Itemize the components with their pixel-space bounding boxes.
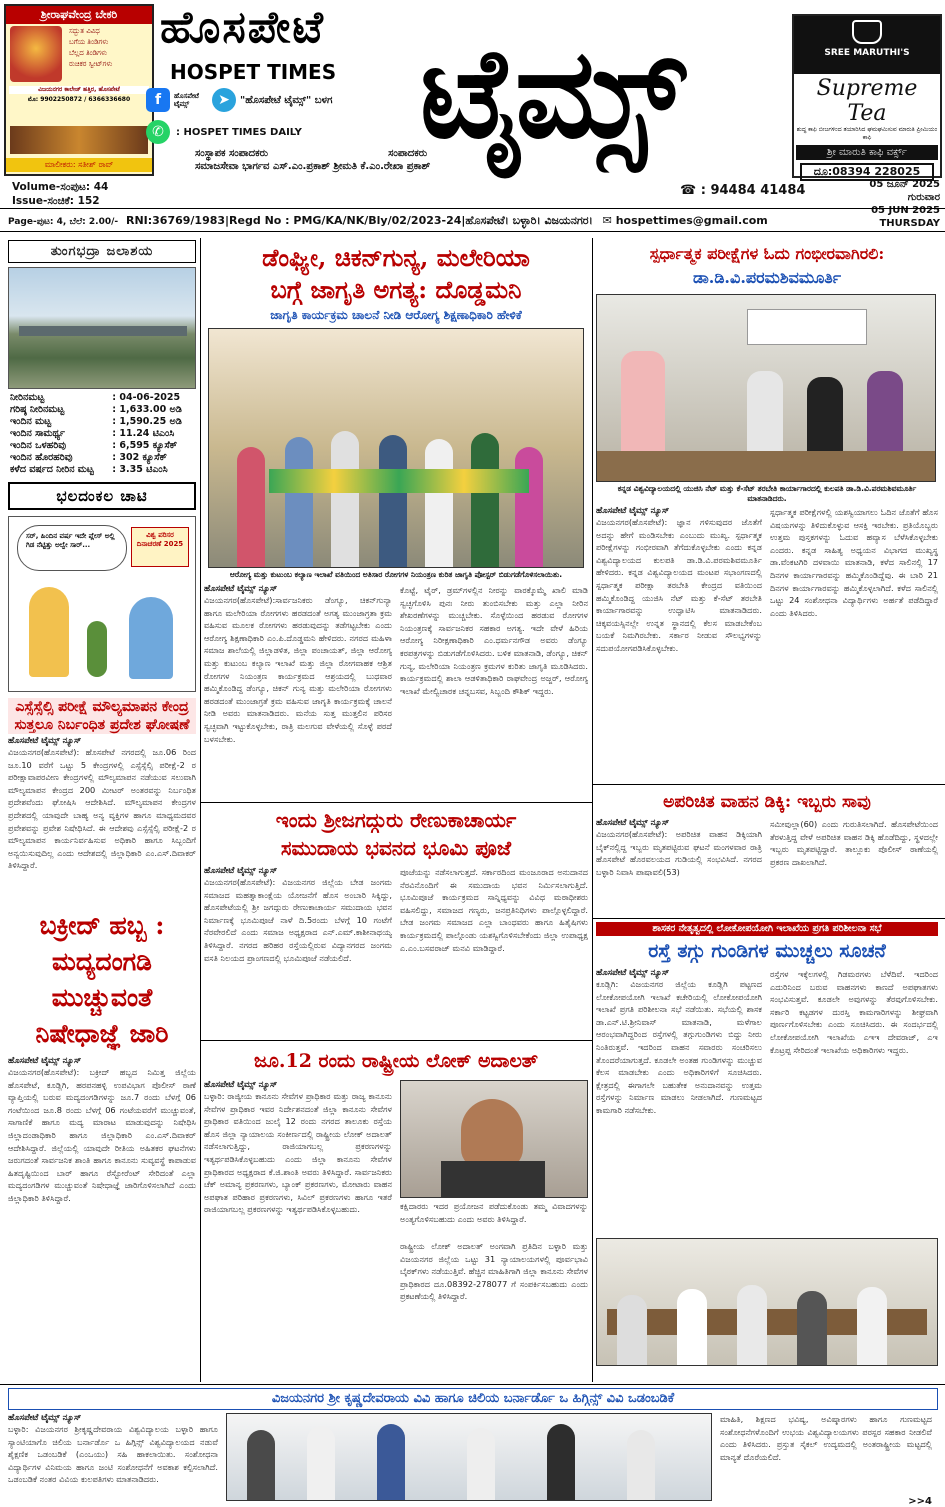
bakery-phone: ಮೊ: 9902250872 / 6366336680 xyxy=(27,96,131,103)
editors-names: ಸಮಾಜಸೇವಾ ಭಾರ್ಗವ ಎಸ್.ಎಂ.ಪ್ರಕಾಶ್ ಶ್ರೀಮತಿ ಕೆ.ಎಂ.ರೇಖಾ ಪ್ರಕಾಶ್ xyxy=(195,161,431,172)
photo-person xyxy=(331,431,359,567)
dengue-photo-caption: ಆರೋಗ್ಯ ಮತ್ತು ಕುಟುಂಬ ಕಲ್ಯಾಣ ಇಲಾಖೆ ವತಿಯಿಂದ ಅತಿಸಾರ ರೋಗಗಳ ನಿಯಂತ್ರಣ ಕುರಿತ ಜಾಗೃತಿ ಪೋಸ್ಟರ್ ಬಿಡುಗಡೆಗೊಳಿಸಲಾಯಿತು. xyxy=(229,570,563,579)
mou-article xyxy=(8,1388,938,1507)
editorial-cartoon xyxy=(8,516,196,692)
page-price: Page-ಪುಟ: 4, ಬೆಲೆ: 2.00/- xyxy=(8,217,119,227)
photo-person xyxy=(237,447,265,567)
dam-level-value: : 3.35 ಟಿಎಂಸಿ xyxy=(112,464,168,475)
section-rule xyxy=(592,784,945,785)
renuka-body-left: ವಿಜಯನಗರ(ಹೊಸಪೇಟೆ): ವಿಜಯನಗರ ಜಿಲ್ಲೆಯ ಬೇಡ ಜಂಗಮ ಸಮಾಜದ ಮಹತ್ವಾಕಾಂಕ್ಷೆಯ ಯೋಜನೆಗೆ ಹೊಸ ಅಂಬಾರಿ ಸಿಕ್ಕಿದ್ದು, ಹೊಸಪೇಟೆಯಲ್ಲಿ ಶ್ರೀ ಜಗದ್ಗುರು ರೇಣುಕಾಚಾರ್ಯ ಸಮುದಾಯ ಭವನ ನಿರ್ಮಾಣಕ್ಕೆ ಭೂಮಿಪೂಜೆ ನಾಳೆ ದಿ.5ರಂದು ಬೆಳಗ್ಗೆ 10 ಗಂಟೆಗೆ ನೆರವೇರಲಿದೆ ಎಂದು ಸಮಾಜ ಅಧ್ಯಕ್ಷರಾದ ಎನ್.ಎಮ್.ಕಾಶೀನಾಥಯ್ಯ ತಿಳಿಸಿದ್ದಾರೆ. ನಗರದ ಹರಿಹರ ರಸ್ತೆಯಲ್ಲಿರುವ ವಿದ್ಯಾನಗರದ ಜಂಗಮ ವಸತಿ ನಿಲಯದ ಪ್ರಾಂಗಣದಲ್ಲಿ ಭೂಮಿಪೂಜೆ ನಡೆಯಲಿದೆ. xyxy=(204,877,392,963)
tea-ad-phone: ದೂ:08394 228025 xyxy=(800,163,934,181)
day-kannada: ಗುರುವಾರ xyxy=(907,192,940,203)
photo-person xyxy=(467,1428,495,1500)
bakrid-byline: ಹೊಸಪೇಟೆ ಟೈಮ್ಸ್ ನ್ಯೂಸ್ xyxy=(8,1056,82,1066)
judge-photo xyxy=(400,1080,588,1198)
accident-byline: ಹೊಸಪೇಟೆ ಟೈಮ್ಸ್ ನ್ಯೂಸ್ xyxy=(596,818,670,828)
dam-level-row xyxy=(8,464,196,476)
photo-person xyxy=(617,1295,647,1365)
stage-table xyxy=(597,451,936,481)
volume: Volume-ಸಂಪುಟ: 44 xyxy=(12,181,109,193)
photo-person xyxy=(307,1426,335,1500)
dam-level-label: ಇಂದಿನ ಒಳಹರಿವು xyxy=(10,440,66,451)
cake-image xyxy=(10,126,148,154)
exam-photo xyxy=(596,294,936,482)
dam-level-label: ಇಂದಿನ ಸಾಮರ್ಥ್ಯ xyxy=(10,428,65,439)
judge-attire xyxy=(441,1161,545,1198)
adalat-byline: ಹೊಸಪೇಟೆ ಟೈಮ್ಸ್ ನ್ಯೂಸ್ xyxy=(204,1080,278,1090)
adalat-columns xyxy=(204,1080,588,1380)
dam-level-row xyxy=(8,440,196,452)
road-byline: ಹೊಸಪೇಟೆ ಟೈಮ್ಸ್ ನ್ಯೂಸ್ xyxy=(596,968,670,978)
sslc-byline: ಹೊಸಪೇಟೆ ಟೈಮ್ಸ್ ನ್ಯೂಸ್ xyxy=(8,736,82,746)
continued-marker[interactable]: >>4 xyxy=(908,1496,932,1507)
exam-article xyxy=(596,242,938,788)
section-rule xyxy=(592,918,945,919)
bakery-ad-line: ಬೆಲ್ಲದ ತಿಂಡಿಗಳು xyxy=(69,49,107,57)
dam-level-label: ಇಂದಿನ ಮಟ್ಟ xyxy=(10,416,52,427)
photo-person xyxy=(247,1430,275,1500)
masthead-times-kannada: ಟೈಮ್ಸ್ xyxy=(420,21,682,166)
photo-person xyxy=(377,1424,405,1500)
founder-editor-label: ಸಂಸ್ಥಾಪಕ ಸಂಪಾದಕರು xyxy=(195,148,269,159)
road-columns xyxy=(596,968,938,1234)
exam-columns xyxy=(596,506,938,788)
dam-level-row xyxy=(8,416,196,428)
dam-level-row xyxy=(8,428,196,440)
bakrid-headline: ಬಕ್ರೀದ್ ಹಬ್ಬ : ಮದ್ಯದಂಗಡಿ ಮುಚ್ಚುವಂತೆ ನಿಷೇಧಾಜ್ಞೆ ಜಾರಿ xyxy=(35,911,169,1048)
tea-ad-maker: SREE MARUTHI'S xyxy=(824,48,910,58)
photo-person xyxy=(797,1291,827,1365)
adalat-photo-caption: ಕಕ್ಷಿದಾರರು ಇದರ ಪ್ರಯೋಜನ ಪಡೆದುಕೊಂಡು ತಮ್ಮ ವಿವಾದಗಳನ್ನು ಅಂತ್ಯಗೊಳಿಸಬಹುದು ಎಂದು ಅವರು ತಿಳಿಸಿದ್ದಾರೆ. xyxy=(400,1201,588,1224)
awareness-posters xyxy=(269,469,529,493)
day-english: THURSDAY xyxy=(879,218,940,229)
dam-level-row xyxy=(8,392,196,404)
social-links xyxy=(146,88,332,144)
stage-banner xyxy=(747,309,867,345)
deity-image xyxy=(10,26,62,82)
road-kicker: ಶಾಸಕರ ನೇತೃತ್ವದಲ್ಲಿ ಲೋಕೋಪಯೋಗಿ ಇಲಾಖೆಯ ಪ್ರಗತಿ ಪರಿಶೀಲನಾ ಸಭೆ xyxy=(596,922,938,936)
date-english: 05 JUN 2025 xyxy=(871,205,940,216)
section-rule xyxy=(200,1040,592,1041)
cartoon-figure-left xyxy=(29,587,69,677)
dam-level-value: : 04-06-2025 xyxy=(112,392,181,403)
dengue-subheadline: ಜಾಗೃತಿ ಕಾರ್ಯಕ್ರಮ ಚಾಲನೆ ನೀಡಿ ಆರೋಗ್ಯ ಶಿಕ್ಷಣಾಧಿಕಾರಿ ಹೇಳಿಕೆ xyxy=(270,308,522,322)
email-address[interactable]: hospettimes@gmail.com xyxy=(615,214,768,227)
section-rule xyxy=(0,1384,945,1385)
dengue-body-right: ಕೊಟ್ಟೆ, ಟೈರ್, ಡ್ರಮ್‌ಗಳಲ್ಲಿನ ನೀರನ್ನು ವಾರಕ್ಕೊಮ್ಮೆ ಖಾಲಿ ಮಾಡಿ ಸ್ವಚ್ಛಗೊಳಿಸಿ ಪುನಃ ನೀರು ತುಂಬಿಸಬೇಕು ಮತ್ತು ಎಲ್ಲಾ ನೀರಿನ ಶೇಖರಣೆಗಳನ್ನು ಮುಚ್ಚಬೇಕು. ಸೊಳ್ಳೆಯಿಂದ ಹರಡುವ ರೋಗಗಳ ನಿಯಂತ್ರಣಕ್ಕೆ ಸಾರ್ವಜನಿಕರ ಸಹಕಾರ ಅಗತ್ಯ. ಇದೇ ವೇಳೆ ಹಿರಿಯ ಆರೋಗ್ಯ ನಿರೀಕ್ಷಣಾಧಿಕಾರಿ ಎಂ.ಧರ್ಮನಗೌಡ ಅವರು ಡೆಂಗ್ಯೂ ಕರಪತ್ರಗಳನ್ನು ಬಿಡುಗಡೆಗೊಳಿಸಿದರು. ಬಳಿಕ ಮಾತನಾಡಿ, ಡೆಂಗ್ಯೂ, ಚಿಕನ್ ಗುನ್ಯ, ಮಲೇರಿಯಾ ನಿಯಂತ್ರಣ ಕ್ರಮಗಳ ಕುರಿತು ಜಾಗೃತಿ ಮೂಡಿಸಿದರು. ಕಾರ್ಯಕ್ರಮದಲ್ಲಿ ಶಾಲಾ ಆಡಳಿತಾಧಿಕಾರಿ ರಾಘವೇಂದ್ರ ಅಜ್ಜರ್, ಆರೋಗ್ಯ ಇಲಾಖೆ ಮೇಲ್ವಿಚಾರಕ ಚನ್ನಬಸವ, ಸಿಬ್ಬಂದಿ ಕೌಶಿಕ್ ಇದ್ದರು. xyxy=(400,585,588,696)
dam-level-row xyxy=(8,452,196,464)
road-body-right: ರಸ್ತೆಗಳ ಇಕ್ಕೆಲಗಳಲ್ಲಿ ಗಿಡಮರಗಳು ಬೆಳೆದಿವೆ. ಇದರಿಂದ ಎದುರಿನಿಂದ ಬರುವ ವಾಹನಗಳು ಕಾಣದೆ ಅಪಘಾತಗಳು ಸಂಭವಿಸುತ್ತವೆ. ಕೂಡಲೇ ಅವುಗಳನ್ನು ತೆರವುಗೊಳಿಸಬೇಕು. ಸರ್ಕಾರಿ ಕಟ್ಟಡಗಳ ದುರಸ್ತಿ ಕಾಮಗಾರಿಗಳನ್ನು ಶೀಘ್ರವಾಗಿ ಪೂರ್ಣಗೊಳಿಸಬೇಕು ಎಂದು ಸೂಚಿಸಿದರು. ಈ ಸಂದರ್ಭದಲ್ಲಿ ಲೋಕೋಪಯೋಗಿ ಇಲಾಖೆಯ ಎಇಇ ದೇವರಾಜ್, ಎಇ ಕೊಟ್ರಪ್ಪ ಸೇರಿದಂತೆ ಇಲಾಖೆಯ ಅಧಿಕಾರಿಗಳು ಇದ್ದರು. xyxy=(770,969,938,1055)
renuka-byline: ಹೊಸಪೇಟೆ ಟೈಮ್ಸ್ ನ್ಯೂಸ್ xyxy=(204,866,278,876)
bakery-address: ವಿಜಯನಗರ ಕಾಲೇಜ್ ಹತ್ತಿರ, ಹೊಸಪೇಟೆ xyxy=(9,86,149,94)
dam-level-value: : 1,633.00 ಅಡಿ xyxy=(112,404,182,415)
photo-person xyxy=(547,1424,575,1500)
bakery-advertisement[interactable] xyxy=(4,4,154,176)
adalat-body-left: ಬಳ್ಳಾರಿ: ರಾಜ್ಯೀಯ ಕಾನೂನು ಸೇವೆಗಳ ಪ್ರಾಧಿಕಾರ ಮತ್ತು ರಾಜ್ಯ ಕಾನೂನು ಸೇವೆಗಳ ಪ್ರಾಧಿಕಾರ ಇವರ ನಿರ್ದೇಶನದಂತೆ ಜಿಲ್ಲಾ ಕಾನೂನು ಸೇವೆಗಳ ಪ್ರಾಧಿಕಾರ ವತಿಯಿಂದ ಜುಲೈ 12 ರಂದು ನಗರದ ತಾಲೂಕು ರಸ್ತೆಯ ಹೊಸ ಜಿಲ್ಲಾ ನ್ಯಾಯಾಲಯ ಸಂಕೀರ್ಣದಲ್ಲಿ ರಾಷ್ಟ್ರೀಯ ಲೋಕ್ ಅದಾಲತ್ ನಡೆಸಲಾಗುತ್ತಿದ್ದು, ರಾಜಿಯಾಗಬಲ್ಲ ಪ್ರಕರಣಗಳನ್ನು ಇತ್ಯರ್ಥಪಡಿಸಿಕೊಳ್ಳಬಹುದು ಎಂದು ಜಿಲ್ಲಾ ಕಾನೂನು ಸೇವೆಗಳ ಪ್ರಾಧಿಕಾರದ ಅಧ್ಯಕ್ಷರಾದ ಕೆ.ಜಿ.ಶಾಂತಿ ಅವರು ತಿಳಿಸಿದ್ದಾರೆ. ಸಾರ್ವಜನಿಕರು ಚೆಕ್ ಅಮಾನ್ಯ ಪ್ರಕರಣಗಳು, ಬ್ಯಾಂಕ್ ಪ್ರಕರಣಗಳು, ಮೋಟಾರು ವಾಹನ ಅಪಘಾತ ಪರಿಹಾರ ಪ್ರಕರಣಗಳು, ಸಿವಿಲ್ ಪ್ರಕರಣಗಳು ಹಾಗೂ ಇತರೆ ರಾಜಿಯಾಗಬಲ್ಲ ಪ್ರಕರಣಗಳನ್ನು ಇತ್ಯರ್ಥಪಡಿಸಿಕೊಳ್ಳಬಹುದು. xyxy=(204,1091,392,1215)
editors-block xyxy=(195,148,430,172)
bakery-ad-line: ರುಚಿಕರ ಸ್ವೀಟ್‌ಗಳು xyxy=(69,60,113,68)
exam-body-left: ವಿಜಯನಗರ(ಹೊಸಪೇಟೆ): ಜ್ಞಾನ ಗಳಿಸುವುದರ ಜೊತೆಗೆ ಅದನ್ನು ಹೇಗೆ ಮಂಡಿಸಬೇಕು ಎಂಬುದು ಮುಖ್ಯ. ಸ್ಪರ್ಧಾತ್ಮಕ ಪರೀಕ್ಷೆಗಳನ್ನು ಗಂಭೀರವಾಗಿ ತೆಗೆದುಕೊಳ್ಳಬೇಕು ಎಂದು ಕನ್ನಡ ವಿಶ್ವವಿದ್ಯಾಲಯದ ಕುಲಪತಿ ಡಾ.ಡಿ.ವಿ.ಪರಮಶಿವಮೂರ್ತಿ ಹೇಳಿದರು. ಕನ್ನಡ ವಿಶ್ವವಿದ್ಯಾಲಯದ ಮಂಟಪ ಸಭಾಂಗಣದಲ್ಲಿ ಸ್ಪರ್ಧಾತ್ಮಕ ಪರೀಕ್ಷಾ ತರಬೇತಿ ಕೇಂದ್ರದ ವತಿಯಿಂದ ಹಮ್ಮಿಕೊಂಡಿದ್ದ ಯುಜಿಸಿ ನೆಟ್ ಮತ್ತು ಕೆ-ಸೆಟ್ ತರಬೇತಿ ಕಾರ್ಯಾಗಾರವನ್ನು ಉದ್ಘಾಟಿಸಿ ಮಾತನಾಡಿದರು. ಚಿಕ್ಕವಯಸ್ಸಿನಲ್ಲೇ ಉನ್ನತ ಸ್ಥಾನದಲ್ಲಿ ಕೆಲಸ ಮಾಡಬೇಕೆಂಬ ಬಯಕೆ ನಿಮಗಿರಬೇಕು. ಸರ್ಕಾರ ನೀಡುವ ಸೌಲಭ್ಯಗಳನ್ನು ಸದುಪಯೋಗಪಡಿಸಿಕೊಳ್ಳಬೇಕು. xyxy=(596,517,762,653)
mou-body-left: ಬಳ್ಳಾರಿ: ವಿಜಯನಗರ ಶ್ರೀಕೃಷ್ಣದೇವರಾಯ ವಿಶ್ವವಿದ್ಯಾಲಯ ಬಳ್ಳಾರಿ ಹಾಗೂ ಸ್ಯಾಂಟಿಯಾಗೊ ಚಿಲಿಯ ಬರ್ನಾರ್ಡೊ ಒ ಹಿಗ್ಗಿನ್ಸ್ ವಿಶ್ವವಿದ್ಯಾಲಯದ ನಡುವೆ ಶೈಕ್ಷಣಿಕ ಒಡಂಬಡಿಕೆ (ಎಂಒಯು) ಸಹಿ ಹಾಕಲಾಯಿತು. ಸಂಶೋಧನಾ ವಿದ್ಯಾರ್ಥಿಗಳ ವಿನಿಮಯ ಹಾಗೂ ಜಂಟಿ ಸಂಶೋಧನೆಗೆ ಅವಕಾಶ ಕಲ್ಪಿಸಲಾಗಿದೆ. ಒಡಂಬಡಿಕೆ ನಂತರ ವಿವಿಯ ಕುಲಪತಿಗಳು ಮಾತನಾಡಿದರು. xyxy=(8,1424,218,1485)
adalat-headline: ಜೂ.12 ರಂದು ರಾಷ್ಟ್ರೀಯ ಲೋಕ್ ಅದಾಲತ್ xyxy=(253,1050,539,1072)
bakery-ad-lines xyxy=(66,26,115,82)
bakrid-body: ವಿಜಯನಗರ(ಹೊಸಪೇಟೆ): ಬಕ್ರೀದ್ ಹಬ್ಬದ ನಿಮಿತ್ತ ಜಿಲ್ಲೆಯ ಹೊಸಪೇಟೆ, ಕೂಡ್ಲಿಗಿ, ಹರಪನಹಳ್ಳಿ ಉಪವಿಭಾಗ ಪೊಲೀಸ್ ಠಾಣೆ ವ್ಯಾಪ್ತಿಯಲ್ಲಿ ಬರುವ ಮದ್ಯದಂಗಡಿಗಳನ್ನು ಜೂ.7 ರಂದು ಬೆಳಗ್ಗೆ 06 ಗಂಟೆಯಿಂದ ಜೂ.8 ರಂದು ಬೆಳಗ್ಗೆ 06 ಗಂಟೆಯವರೆಗೆ ಮುಚ್ಚುವಂತೆ, ಸಾಗಾಣಿಕೆ ಹಾಗೂ ಮದ್ಯ ಮಾರಾಟ ಮಾಡುವುದನ್ನು ನಿಷೇಧಿಸಿ ಜಿಲ್ಲಾದಂಡಾಧಿಕಾರಿ ಹಾಗೂ ಜಿಲ್ಲಾಧಿಕಾರಿ ಎಂ.ಎಸ್.ದಿವಾಕರ್ ಆದೇಶಿಸಿದ್ದಾರೆ. ಜಿಲ್ಲೆಯಲ್ಲಿ ಯಾವುದೇ ರೀತಿಯ ಅಹಿತಕರ ಘಟನೆಗಳು ಜರುಗದಂತೆ ಸಾರ್ವಜನಿಕ ಶಾಂತಿ ಹಾಗೂ ಕಾನೂನು ಸುವ್ಯವಸ್ಥೆ ಕಾಪಾಡುವ ಹಿತದೃಷ್ಟಿಯಿಂದ ಬಾರ್ ಹಾಗೂ ರೆಸ್ಟೋರೆಂಟ್ ಸೇರಿದಂತೆ ಎಲ್ಲಾ ಮದ್ಯದಂಗಡಿಗಳ ಮುಚ್ಚುವಂತೆ ನಿಷೇಧಾಜ್ಞೆ ಜಾರಿಗೊಳಿಸಲಾಗಿದೆ ಎಂದು ಜಿಲ್ಲಾಧಿಕಾರಿ ತಿಳಿಸಿದ್ದಾರೆ. xyxy=(8,1067,196,1203)
column-rule xyxy=(200,238,201,1382)
adalat-body-right: ರಾಷ್ಟ್ರೀಯ ಲೋಕ್ ಅದಾಲತ್ ಅಂಗವಾಗಿ ಪ್ರತಿದಿನ ಬಳ್ಳಾರಿ ಮತ್ತು ವಿಜಯನಗರ ಜಿಲ್ಲೆಯ ಒಟ್ಟು 31 ನ್ಯಾಯಾಲಯಗಳಲ್ಲಿ ಪೂರ್ವಭಾವಿ ಬೈಠಕ್‌ಗಳು ನಡೆಯುತ್ತಿವೆ. ಹೆಚ್ಚಿನ ಮಾಹಿತಿಗಾಗಿ ಜಿಲ್ಲಾ ಕಾನೂನು ಸೇವೆಗಳ ಪ್ರಾಧಿಕಾರದ ದೂ.08392-278077 ಗೆ ಸಂಪರ್ಕಿಸಬಹುದು ಎಂದು ಪ್ರಕಟಣೆಯಲ್ಲಿ ತಿಳಿಸಿದ್ದಾರೆ. xyxy=(400,1241,588,1302)
accident-columns xyxy=(596,818,938,918)
section-rule xyxy=(200,802,592,803)
dam-level-row xyxy=(8,404,196,416)
photo-person xyxy=(627,1430,655,1500)
dengue-body-left: ವಿಜಯನಗರ(ಹೊಸಪೇಟೆ):ಸಾರ್ವಜನಿಕರು ಡೆಂಗ್ಯೂ, ಚಿಕನ್‌ಗುನ್ಯಾ ಹಾಗೂ ಮಲೇರಿಯಾ ರೋಗಗಳು ಹರಡದಂತೆ ಅಗತ್ಯ ಮುಂಜಾಗ್ರತಾ ಕ್ರಮ ವಹಿಸುವ ಮೂಲಕ ರೋಗಗಳು ಹರಡುವುದನ್ನು ತಡೆಗಟ್ಟಬೇಕು ಎಂದು ಆರೋಗ್ಯ ಶಿಕ್ಷಣಾಧಿಕಾರಿ ಎಂ.ಪಿ.ದೊಡ್ಡಮನಿ ಹೇಳಿದರು. ನಗರದ ಮಹಿಳಾ ಸಮಾಜ ಶಾಲೆಯಲ್ಲಿ ಜಿಲ್ಲಾಡಳಿತ, ಜಿಲ್ಲಾ ಪಂಚಾಯತ್, ಜಿಲ್ಲಾ ಆರೋಗ್ಯ ಮತ್ತು ಕುಟುಂಬ ಕಲ್ಯಾಣ ಇಲಾಖೆ ಮತ್ತು ಜಿಲ್ಲಾ ರೋಗವಾಹಕ ಆಶ್ರಿತ ರೋಗಗಳ ನಿಯಂತ್ರಣ ಕಾರ್ಯಕ್ರಮದ ಆಶ್ರಯದಲ್ಲಿ ಬುಧವಾರ ಹಮ್ಮಿಕೊಂಡಿದ್ದ ಡೆಂಗ್ಯೂ, ಚಿಕನ್ ಗುನ್ಯ ಮತ್ತು ಮಲೇರಿಯಾ ರೋಗಗಳು ಹರಡದಂತೆ ಮುಂಜಾಗ್ರತೆ ಕ್ರಮ ವಹಿಸುವ ಜಾಗೃತಿ ಕಾರ್ಯಕ್ರಮಕ್ಕೆ ಚಾಲನೆ ನೀಡಿ ಅವರು ಮಾತನಾಡಿದರು. ಮನೆಯ ಸುತ್ತ ಮುತ್ತಲಿನ ಪರಿಸರ ಸ್ವಚ್ಛವಾಗಿ ಇಟ್ಟುಕೊಳ್ಳಬೇಕು, ರಾತ್ರಿ ಮಲಗುವ ವೇಳೆಯಲ್ಲಿ ಸೊಳ್ಳೆ ಪರದೆ ಬಳಸಬೇಕು. xyxy=(204,595,392,744)
email-icon: ✉ xyxy=(602,214,612,227)
dam-level-label: ಇಂದಿನ ಹೊರಹರಿವು xyxy=(10,452,73,463)
sslc-headline: ಎಸ್ಸೆಸ್ಸೆಲ್ಸಿ ಪರೀಕ್ಷೆ ಮೌಲ್ಯಮಾಪನ ಕೇಂದ್ರ ಸುತ್ತಲೂ ನಿರ್ಬಂಧಿತ ಪ್ರದೇಶ ಘೋಷಣೆ xyxy=(8,698,196,734)
dengue-headline-line1: ಡೆಂಘ್ಯೀ, ಚಿಕನ್‌ಗುನ್ಯ, ಮಲೇರಿಯಾ xyxy=(262,243,530,272)
dam-level-value: : 11.24 ಟಿಎಂಸಿ xyxy=(112,428,175,439)
left-column xyxy=(8,240,196,1384)
photo-person xyxy=(737,1285,767,1365)
dengue-headline-line2: ಬಗ್ಗೆ ಜಾಗೃತಿ ಅಗತ್ಯ: ದೊಡ್ಡಮನಿ xyxy=(270,275,522,304)
bakery-owner: ಮಾಲೀಕರು: ಸತೀಶ್ ರಾವ್ xyxy=(6,158,152,172)
cartoon-section-title: ಭಲದಂಕಲ ಚಾಟಿ xyxy=(8,482,196,510)
editor-label: ಸಂಪಾದಕರು xyxy=(388,148,428,159)
dam-level-label: ಗರಿಷ್ಠ ನೀರಿನಮಟ್ಟ xyxy=(10,404,65,415)
dam-level-value: : 6,595 ಕ್ಯೂಸೆಕ್ xyxy=(112,440,178,451)
renuka-columns xyxy=(204,866,588,1040)
exam-headline-line2: ಡಾ.ಡಿ.ವಿ.ಪರಮಶಿವಮೂರ್ತಿ xyxy=(692,268,842,287)
column-rule xyxy=(592,238,593,1382)
accident-headline: ಅಪರಿಚಿತ ವಾಹನ ಡಿಕ್ಕಿ: ಇಬ್ಬರು ಸಾವು xyxy=(663,792,871,812)
photo-person xyxy=(515,447,543,567)
whatsapp-icon[interactable]: ✆ xyxy=(146,120,170,144)
renuka-headline-line2: ಸಮುದಾಯ ಭವನದ ಭೂಮಿ ಪೂಜೆ xyxy=(280,836,512,860)
adalat-article xyxy=(204,1046,588,1380)
bakery-ad-title: ಶ್ರೀರಾಘವೇಂದ್ರ ಬೇಕರಿ xyxy=(6,6,152,24)
tea-ad-description: ಶುದ್ಧ ಕಾಫಿ ಬೀಜಗಳಿಂದ ತಯಾರಿಸಿದ ಘಮಘಮಿಸುವ ಮಾರುತಿ ಪ್ರೀಮಿಯಂ ಕಾಫಿ xyxy=(796,126,938,141)
road-headline: ರಸ್ತೆ ತಗ್ಗು ಗುಂಡಿಗಳ ಮುಚ್ಚಲು ಸೂಚನೆ xyxy=(648,940,886,962)
bakery-ad-line: ಸದ್ಭುತ ವಿವಿಧ xyxy=(69,27,100,35)
dengue-article xyxy=(204,242,588,850)
exam-byline: ಹೊಸಪೇಟೆ ಟೈಮ್ಸ್ ನ್ಯೂಸ್ xyxy=(596,506,670,516)
office-phone: ☎ : 94484 41484 xyxy=(680,183,806,198)
masthead xyxy=(0,0,945,242)
photo-person xyxy=(425,439,453,567)
cartoon-figure-right xyxy=(129,597,173,679)
tea-ad-brand: Supreme Tea xyxy=(816,76,918,126)
exam-headline-line1: ಸ್ಪರ್ಧಾತ್ಮಕ ಪರೀಕ್ಷೆಗಳ ಓದು ಗಂಭೀರವಾಗಿರಲಿ: xyxy=(649,244,885,263)
facebook-icon[interactable]: f xyxy=(146,88,170,112)
dengue-photo xyxy=(208,328,584,568)
cartoon-speech-bubble: ಸರ್, ಹಿಂದಿನ ವರ್ಷ ಇದೇ ಪ್ಲೇಸ್ ಅಲ್ಲಿ ಗಿಡ ನೆಟ್ಟಿತ್ತು ಅಲ್ವೇ ಸಾರ್... xyxy=(17,525,127,571)
cartoon-sign: ವಿಶ್ವ ಪರಿಸರ ದಿನಾಚರಣೆ 2025 xyxy=(131,527,189,567)
telegram-icon[interactable]: ➤ xyxy=(212,88,236,112)
dam-level-table xyxy=(8,392,196,476)
photo-person xyxy=(379,435,407,567)
issue-meta xyxy=(12,180,108,208)
accident-body-right: ಸಮೀವುಲ್ಲಾ(60) ಎಂದು ಗುರುತಿಸಲಾಗಿದೆ. ಹೊಸಪೇಟೆಯಿಂದ ತೆರಳುತ್ತಿದ್ದ ವೇಳೆ ಅಪರಿಚಿತ ವಾಹನ ಡಿಕ್ಕಿ ಹೊಡೆದಿದ್ದು, ಸ್ಥಳದಲ್ಲೇ ಇಬ್ಬರು ಮೃತಪಟ್ಟಿದ್ದಾರೆ. ತಾಲ್ಲೂಕು ಪೊಲೀಸ್ ಠಾಣೆಯಲ್ಲಿ ಪ್ರಕರಣ ದಾಖಲಾಗಿದೆ. xyxy=(770,819,938,867)
dam-level-label: ನೀರಿನಮಟ್ಟ xyxy=(10,392,45,403)
photo-person xyxy=(857,1287,887,1365)
judge-portrait xyxy=(461,1099,523,1169)
mou-headline: ವಿಜಯನಗರ ಶ್ರೀ ಕೃಷ್ಣದೇವರಾಯ ವಿವಿ ಹಾಗೂ ಚಿಲಿಯ ಬರ್ನಾರ್ಡೊ ಒ ಹಿಗ್ಗಿನ್ಸ್ ವಿವಿ ಒಡಂಬಡಿಕೆ xyxy=(8,1388,938,1410)
renuka-headline-line1: ಇಂದು ಶ್ರೀಜಗದ್ಗುರು ರೇಣುಕಾಚಾರ್ಯ xyxy=(275,808,517,832)
masthead-title-kannada: ಹೊಸಪೇಟೆ xyxy=(160,2,325,53)
dam-wall xyxy=(19,326,187,336)
exam-body-right: ಸ್ಪರ್ಧಾತ್ಮಕ ಪರೀಕ್ಷೆಗಳಲ್ಲಿ ಯಶಸ್ವಿಯಾಗಲು ಓದಿನ ಜೊತೆಗೆ ಹೊಸ ವಿಷಯಗಳನ್ನು ತಿಳಿದುಕೊಳ್ಳುವ ಆಸಕ್ತಿ ಇರಬೇಕು. ಪ್ರತಿಯೊಬ್ಬರು ಉತ್ತಮ ಪುಸ್ತಕಗಳನ್ನು ಓದುವ ಹವ್ಯಾಸ ಬೆಳೆಸಿಕೊಳ್ಳಬೇಕು ಎಂದರು. ಕನ್ನಡ ಸಾಹಿತ್ಯ ಅಧ್ಯಯನ ವಿಭಾಗದ ಮುಖ್ಯಸ್ಥ ಡಾ.ವೆಂಕಟಗಿರಿ ದಳವಾಯಿ ಮಾತನಾಡಿ, ಕಳೆದ ಸಾಲಿನಲ್ಲಿ 17 ದಿನಗಳ ಕಾರ್ಯಾಗಾರವನ್ನು ಹಮ್ಮಿಕೊಂಡಿದ್ದೆವು. ಈ ಬಾರಿ 21 ದಿನಗಳ ಕಾರ್ಯಾಗಾರವನ್ನು ಹಮ್ಮಿಕೊಳ್ಳಲಾಗಿದೆ. ಕಳೆದ ಸಾಲಿನಲ್ಲಿ ಒಟ್ಟು 24 ಸಂಶೋಧನಾ ವಿದ್ಯಾರ್ಥಿಗಳು ಅರ್ಹತೆ ಪಡೆದಿದ್ದಾರೆ ಎಂದು ತಿಳಿಸಿದರು. xyxy=(770,507,938,618)
road-body-left: ಕೂಡ್ಲಿಗಿ: ವಿಜಯನಗರ ಜಿಲ್ಲೆಯ ಕೂಡ್ಲಿಗಿ ಪಟ್ಟಣದ ಲೋಕೋಪಯೋಗಿ ಇಲಾಖೆ ಕಚೇರಿಯಲ್ಲಿ ಲೋಕೋಪಯೋಗಿ ಇಲಾಖೆ ಪ್ರಗತಿ ಪರಿಶೀಲನಾ ಸಭೆ ನಡೆಯಿತು. ಸಭೆಯಲ್ಲಿ ಶಾಸಕ ಡಾ.ಎನ್.ಟಿ.ಶ್ರೀನಿವಾಸ್ ಮಾತನಾಡಿ, ಮಳೆಗಾಲ ಆರಂಭವಾಗಿದ್ದರಿಂದ ರಸ್ತೆಗಳಲ್ಲಿ ತಗ್ಗುಗುಂಡಿಗಳು ಬಿದ್ದು ನೀರು ನಿಂತಿರುತ್ತವೆ. ಇದರಿಂದ ವಾಹನ ಸವಾರರು ಸಂಚರಿಸಲು ತೊಂದರೆಯಾಗುತ್ತದೆ. ಕೂಡಲೇ ಅಂತಹ ಗುಂಡಿಗಳನ್ನು ಮುಚ್ಚುವ ಕೆಲಸ ಮಾಡಬೇಕು ಎಂದು ಅಧಿಕಾರಿಗಳಿಗೆ ಸೂಚಿಸಿದರು. ಕ್ಷೇತ್ರದಲ್ಲಿ ಈಗಾಗಲೇ ಬಹುತೇಕ ಅನುದಾನವನ್ನು ಉತ್ತಮ ರಸ್ತೆಗಳನ್ನು ನಿರ್ಮಾಣ ಮಾಡಲು ನೀಡಲಾಗಿದೆ. ಗುಣಮಟ್ಟದ ಕಾಮಗಾರಿ ನಡೆಸಬೇಕು. xyxy=(596,979,762,1115)
issue: Issue-ಸಂಚಿಕೆ: 152 xyxy=(12,195,100,207)
mou-columns xyxy=(8,1413,938,1507)
mou-photo xyxy=(226,1413,712,1501)
accident-article xyxy=(596,788,938,918)
photo-person xyxy=(471,433,499,567)
tea-ad-top xyxy=(794,16,940,74)
mou-byline: ಹೊಸಪೇಟೆ ಟೈಮ್ಸ್ ನ್ಯೂಸ್ xyxy=(8,1413,82,1423)
road-article xyxy=(596,922,938,1366)
exam-photo-caption: ಕನ್ನಡ ವಿಶ್ವವಿದ್ಯಾಲಯದಲ್ಲಿ ಯುಜಿಸಿ ನೆಟ್ ಮತ್ತು ಕೆ-ಸೆಟ್ ತರಬೇತಿ ಕಾರ್ಯಾಗಾರದಲ್ಲಿ ಕುಲಪತಿ ಡಾ.ಡಿ.ವಿ.ಪರಮಶಿವಮೂರ್ತಿ ಮಾತನಾಡಿದರು. xyxy=(617,484,917,503)
renuka-body-right: ಪೂಜೆಯನ್ನು ನಡೆಸಲಾಗುತ್ತದೆ. ಸರ್ಕಾರದಿಂದ ಮಂಜೂರಾದ ಅನುದಾನದ ನೆರವಿನೊಂದಿಗೆ ಈ ಸಮುದಾಯ ಭವನ ನಿರ್ಮಿಸಲಾಗುತ್ತಿದೆ. ಭೂಮಿಪೂಜೆ ಕಾರ್ಯಕ್ರಮದ ಸಾನ್ನಿಧ್ಯವನ್ನು ವಿವಿಧ ಮಠಾಧೀಶರು ವಹಿಸಲಿದ್ದು, ಸಮಾಜದ ಗಣ್ಯರು, ಜನಪ್ರತಿನಿಧಿಗಳು ಪಾಲ್ಗೊಳ್ಳಲಿದ್ದಾರೆ. ಬೇಡ ಜಂಗಮ ಸಮಾಜದ ಎಲ್ಲಾ ಬಾಂಧವರು ಹಾಗೂ ಹಿತೈಷಿಗಳು ಕಾರ್ಯಕ್ರಮದಲ್ಲಿ ಪಾಲ್ಗೊಂಡು ಯಶಸ್ವಿಗೊಳಿಸಬೇಕೆಂದು ಜಿಲ್ಲಾ ಉಪಾಧ್ಯಕ್ಷ ಎ.ಎಂ.ಬಸವರಾಜ್ ಮನವಿ ಮಾಡಿದ್ದಾರೆ. xyxy=(400,867,588,953)
masthead-title-english: HOSPET TIMES xyxy=(170,60,337,84)
mou-body-right: ಮಾಹಿತಿ, ಶಿಕ್ಷಣದ ಭವಿಷ್ಯ, ಅವಿಷ್ಕಾರಗಳು ಹಾಗೂ ಗುಣಮಟ್ಟದ ಸಂಶೋಧನೆಗಳೊಂದಿಗೆ ಉಭಯ ವಿಶ್ವವಿದ್ಯಾಲಯಗಳು ಪರಸ್ಪರ ಸಹಕಾರ ನೀಡಲಿವೆ ಎಂದು ತಿಳಿಸಿದರು. ಪ್ರಸ್ತುತ ಸೈಕಲ್ ಉದ್ಯಮದಲ್ಲಿ ಅಂತರಾಷ್ಟ್ರೀಯ ಮಟ್ಟದಲ್ಲಿ ಮಾನ್ಯತೆ ದೊರೆಯಲಿದೆ. xyxy=(720,1414,932,1462)
dam-level-value: : 302 ಕ್ಯೂಸೆಕ್ xyxy=(112,452,167,463)
tea-cup-icon xyxy=(852,20,882,44)
dam-section-title: ತುಂಗಭದ್ರಾ ಜಲಾಶಯ xyxy=(8,240,196,263)
dam-level-value: : 1,590.25 ಅಡಿ xyxy=(112,416,182,427)
sslc-body: ವಿಜಯನಗರ(ಹೊಸಪೇಟೆ): ಹೊಸಪೇಟೆ ನಗರದಲ್ಲಿ ಜೂ.06 ರಿಂದ ಜೂ.10 ವರೆಗೆ ಒಟ್ಟು 5 ಕೇಂದ್ರಗಳಲ್ಲಿ ಎಸ್ಸೆಸ್ಸೆಲ್ಸಿ ಪರೀಕ್ಷೆ-2 ರ ಪರೀಕ್ಷಾವಾಪರವೀಣ ಕೇಂದ್ರಗಳಲ್ಲಿ ಮೌಲ್ಯಮಾಪನ ನಡೆಯುವ ಸಲುವಾಗಿ ಮೌಲ್ಯಮಾಪನ ಕೇಂದ್ರದ 200 ಮೀಟರ್ ಅಂತರವನ್ನು ನಿರ್ಬಂಧಿತ ಪ್ರದೇಶವೆಂದು ಘೋಷಿಸಿ ಆದೇಶಿಸಿದೆ. ಮೌಲ್ಯಮಾಪನ ಕೇಂದ್ರಗಳ ಪ್ರದೇಶದಲ್ಲಿ ಯಾವುದೇ ಬಾಹ್ಯ ಅನ್ಯ ವ್ಯಕ್ತಿಗಳ ಹಾಗೂ ಮಾಧ್ಯಮದವರ ಪ್ರವೇಶವನ್ನು ಪ್ರವೇಶ ನಿಷೇಧಿಸಿದೆ. ಈ ಆದೇಶವು ಎಸ್ಸೆಸ್ಸೆಲ್ಸಿ ಪರೀಕ್ಷೆ-2 ರ ಮೌಲ್ಯಮಾಪನ ಕಾರ್ಯನಿರ್ವಹಿಸುವ ಅಧಿಕಾರಿ ಹಾಗೂ ಸಿಬ್ಬಂದಿಗೆ ಅನ್ವಯಿಸುವುದಿಲ್ಲ ಎಂದು ಆದೇಶದಲ್ಲಿ ಜಿಲ್ಲಾಧಿಕಾರಿ ಎಂ.ಎಸ್.ದಿವಾಕರ್ ತಿಳಿಸಿದ್ದಾರೆ. xyxy=(8,747,196,871)
dam-photo xyxy=(8,267,196,389)
bakery-ad-line: ಬಗೆಯ ತಿಂಡಿಗಳು xyxy=(69,38,109,46)
facebook-label[interactable]: ಹೊಸಪೇಟೆ ಟೈಮ್ಸ್ xyxy=(174,92,199,108)
renuka-article xyxy=(204,806,588,1040)
telegram-label[interactable]: "ಹೊಸಪೇಟೆ ಟೈಮ್ಸ್" ಬಳಗ xyxy=(240,94,333,106)
photo-person xyxy=(677,1289,707,1365)
whatsapp-label[interactable]: : HOSPET TIMES DAILY xyxy=(176,126,302,138)
cartoon-plant xyxy=(87,621,107,677)
dengue-byline: ಹೊಸಪೇಟೆ ಟೈಮ್ಸ್ ನ್ಯೂಸ್ xyxy=(204,584,278,594)
supreme-tea-advertisement[interactable] xyxy=(792,14,942,178)
rni-number: RNI:36769/1983|Regd No : PMG/KA/NK/Bly/02/2023-24|ಹೊಸಪೇಟೆ। ಬಳ್ಳಾರಿ। ವಿಜಯನಗರ। xyxy=(125,214,593,227)
tea-ad-works: ಶ್ರೀ ಮಾರುತಿ ಕಾಫಿ ವರ್ಕ್ಸ್ xyxy=(796,145,938,160)
registration-strip xyxy=(0,208,945,232)
accident-body-left: ವಿಜಯನಗರ(ಹೊಸಪೇಟೆ): ಅಪರಿಚಿತ ವಾಹನ ಡಿಕ್ಕಿಯಾಗಿ ಬೈಕ್‌ನಲ್ಲಿದ್ದ ಇಬ್ಬರು ಮೃತಪಟ್ಟಿರುವ ಘಟನೆ ಮಂಗಳವಾರ ರಾತ್ರಿ ಹೊಸಪೇಟೆ ಹೊರವಲಯದ ಗುಡಿಯಲ್ಲಿ ಸಂಭವಿಸಿದೆ. ನಗರದ ಬಳ್ಳಾರಿ ನಿವಾಸಿ ಪಾಷಾವಲಿ(53) xyxy=(596,829,762,877)
photo-person xyxy=(285,437,313,567)
dam-level-label: ಕಳೆದ ವರ್ಷದ ನೀರಿನ ಮಟ್ಟ xyxy=(10,464,94,475)
date-kannada: 05 ಜೂನ್ 2025 xyxy=(869,179,940,190)
road-meeting-photo xyxy=(596,1238,938,1366)
